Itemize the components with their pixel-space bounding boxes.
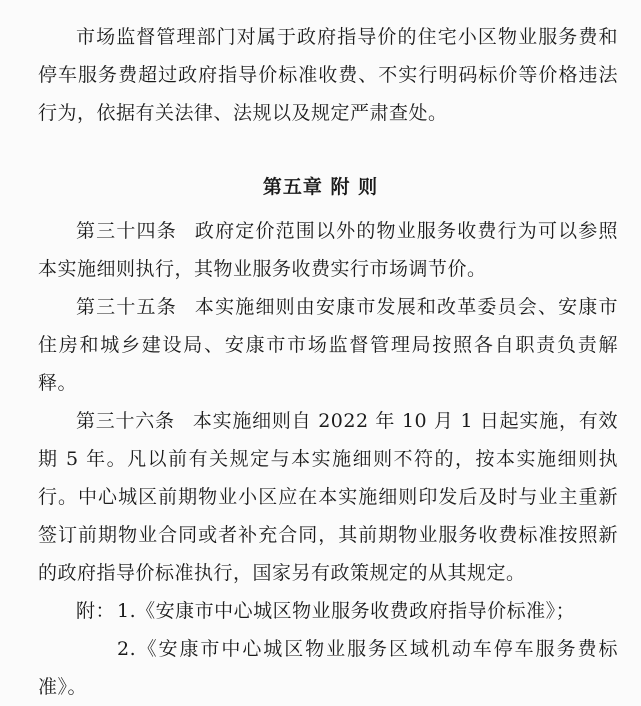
paragraph-enforcement: 市场监督管理部门对属于政府指导价的住宅小区物业服务费和停车服务费超过政府指导价标准收费、不实行明码标价等价格违法行为，依据有关法律、法规以及规定严肃查处。 bbox=[38, 26, 618, 124]
article-35 bbox=[38, 288, 618, 402]
attachment-item: 2.《安康市中心城区物业服务区域机动车停车服务费标准》。 bbox=[38, 638, 618, 698]
attachment-item: 1.《安康市中心城区物业服务收费政府指导价标准》； bbox=[117, 600, 576, 622]
article-36 bbox=[38, 402, 618, 592]
chapter-heading: 第五章 附 则 bbox=[262, 176, 379, 198]
article-text: 政府定价范围以外的物业服务收费行为可以参照本实施细则执行，其物业服务收费实行市场调节价。 bbox=[38, 220, 618, 280]
article-label: 第三十五条 bbox=[76, 296, 177, 318]
article-text: 本实施细则由安康市发展和改革委员会、安康市住房和城乡建设局、安康市市场监督管理局按照各自职责负责解释。 bbox=[38, 296, 618, 394]
article-label: 第三十六条 bbox=[76, 410, 175, 432]
article-text: 本实施细则自 2022 年 10 月 1 日起实施，有效期 5 年。凡以前有关规定与本实施细则不符的，按本实施细则执行。中心城区前期物业小区应在本实施细则印发后及时与业主重新签订前期物业合同或者补充合同，其前期物业服务收费标准按照新的政府指导价标准执行，国家另有政策规定的从其规定。 bbox=[38, 410, 618, 584]
article-label: 第三十四条 bbox=[76, 220, 177, 242]
attachment-row-1 bbox=[0, 592, 641, 630]
article-34 bbox=[38, 212, 618, 288]
attachment-label: 附： bbox=[76, 600, 116, 622]
